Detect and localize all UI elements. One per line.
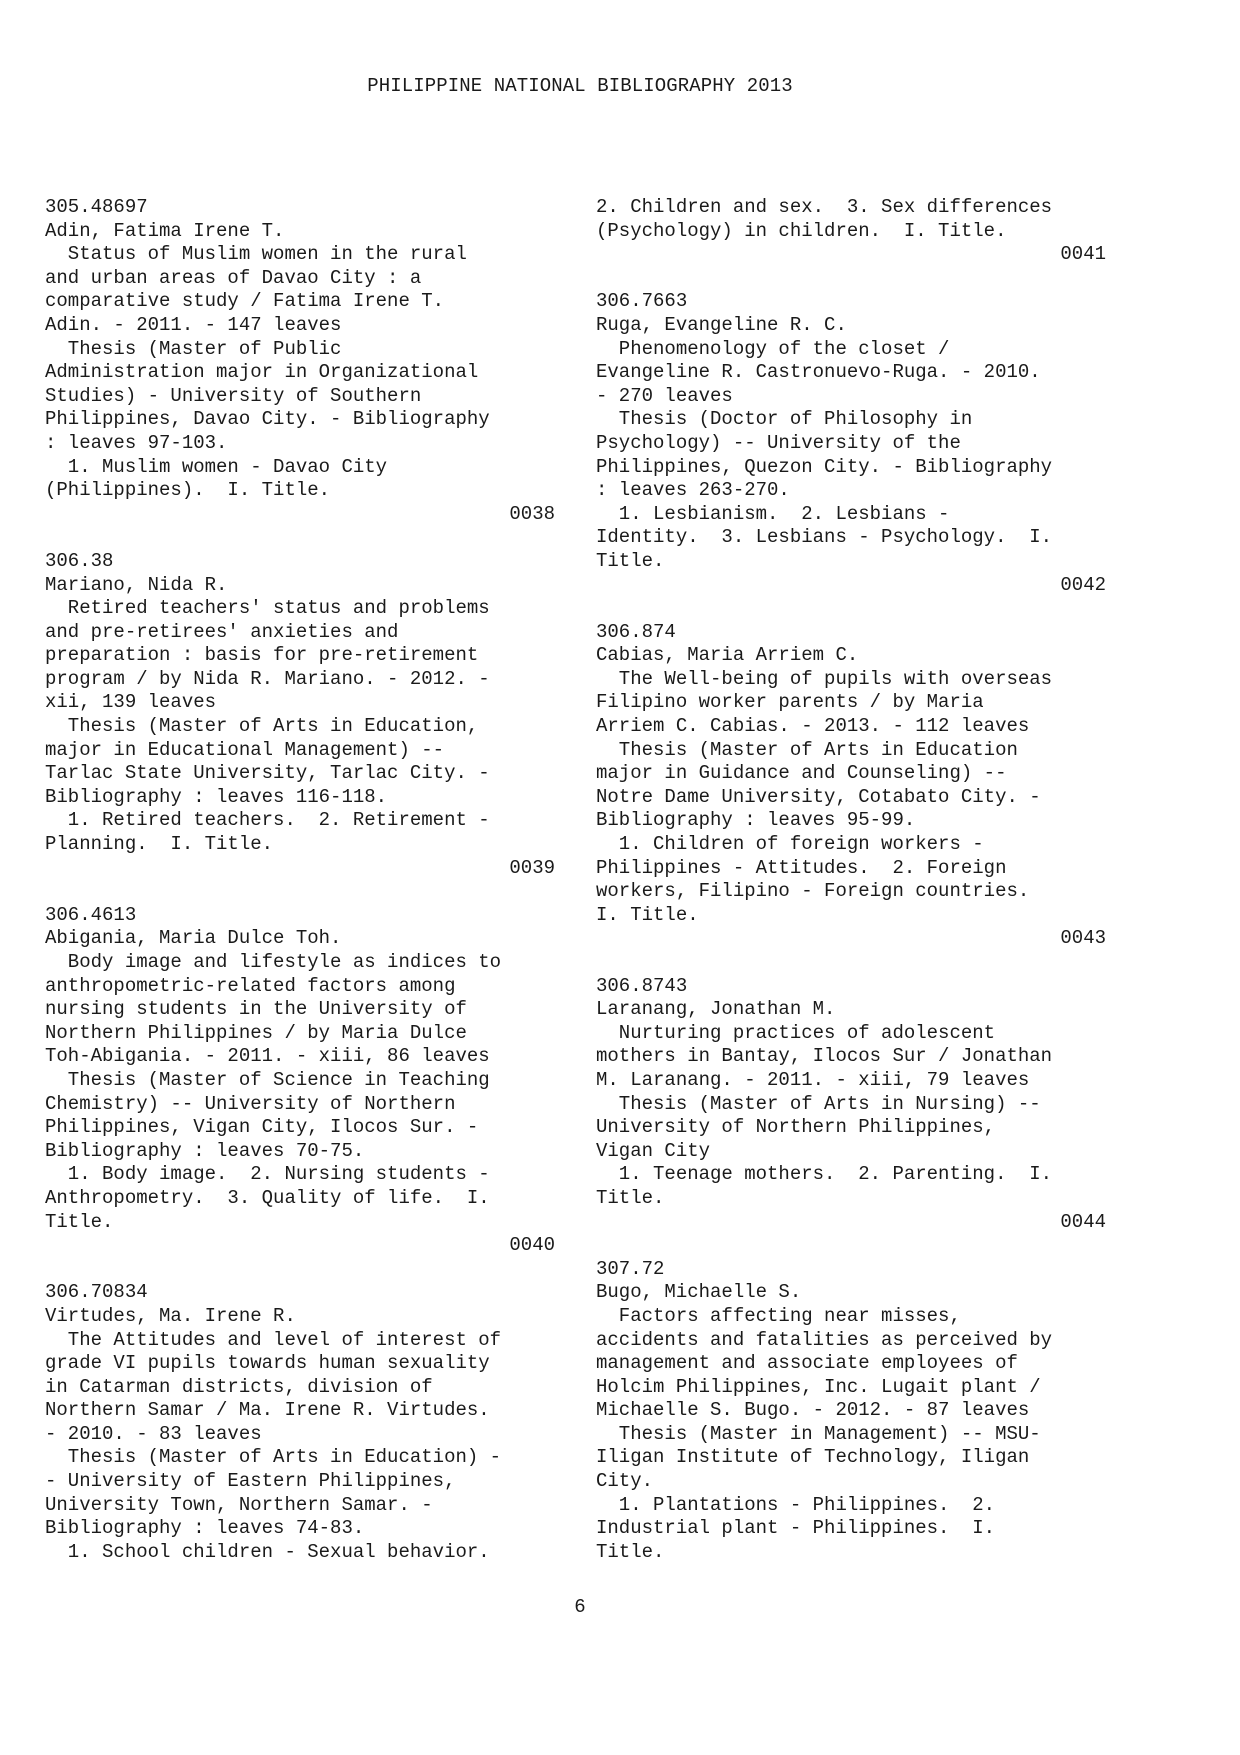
- entry-line: Thesis (Doctor of Philosophy in: [596, 408, 973, 431]
- entry-line: - University of Eastern Philippines,: [45, 1470, 456, 1493]
- entry-line: mothers in Bantay, Ilocos Sur / Jonathan: [596, 1045, 1053, 1068]
- entry-spacer: [596, 597, 1106, 621]
- entry-line: M. Laranang. - 2011. - xiii, 79 leaves: [596, 1068, 1030, 1091]
- call-number: 306.70834: [45, 1281, 148, 1304]
- entry-line: Vigan City: [596, 1139, 711, 1162]
- entry-line: 1. Teenage mothers. 2. Parenting. I.: [596, 1163, 1053, 1186]
- entry-number: 0040: [509, 1234, 555, 1257]
- entry-line: Thesis (Master of Arts in Education,: [45, 715, 479, 738]
- entry-line: nursing students in the University of: [45, 998, 467, 1021]
- entry-line: Body image and lifestyle as indices to: [45, 951, 502, 973]
- entry-line: Philippines, Vigan City, Ilocos Sur. -: [45, 1116, 479, 1139]
- entry-line: Industrial plant - Philippines. I.: [596, 1517, 996, 1540]
- entry-spacer: [45, 526, 555, 550]
- bibliography-entry: [596, 196, 1106, 267]
- entry-line: Mariano, Nida R.: [45, 573, 228, 596]
- entry-line: Notre Dame University, Cotabato City. -: [596, 785, 1041, 808]
- entry-line: Thesis (Master in Management) -- MSU-: [596, 1422, 1041, 1445]
- entry-line: Title.: [596, 1540, 665, 1563]
- entry-line: I. Title.: [596, 903, 699, 926]
- bibliography-entry: [596, 975, 1106, 1235]
- call-number: 2. Children and sex. 3. Sex differences: [596, 196, 1053, 218]
- entry-spacer: [596, 1234, 1106, 1258]
- entry-line: Iligan Institute of Technology, Iligan: [596, 1446, 1030, 1469]
- call-number: 307.72: [596, 1257, 665, 1280]
- entry-line: City.: [596, 1470, 654, 1493]
- entry-line: Psychology) -- University of the: [596, 431, 961, 454]
- entry-line: 1. Lesbianism. 2. Lesbians -: [596, 502, 950, 525]
- entry-line: Planning. I. Title.: [45, 833, 274, 856]
- entry-line: Chemistry) -- University of Northern: [45, 1092, 456, 1115]
- entry-line: Title.: [596, 549, 665, 572]
- entry-line: Identity. 3. Lesbians - Psychology. I.: [596, 526, 1053, 549]
- entry-line: Title.: [45, 1210, 114, 1233]
- entry-spacer: [596, 951, 1106, 975]
- entry-line: Bibliography : leaves 74-83.: [45, 1517, 365, 1540]
- entry-number: 0039: [509, 856, 555, 879]
- entry-line: Thesis (Master of Science in Teaching: [45, 1068, 490, 1091]
- entry-line: and urban areas of Davao City : a: [45, 266, 422, 289]
- entry-line: (Philippines). I. Title.: [45, 479, 331, 502]
- entry-line: Adin, Fatima Irene T.: [45, 219, 285, 242]
- call-number: 306.38: [45, 549, 114, 572]
- entry-line: Factors affecting near misses,: [596, 1304, 961, 1327]
- entry-line: Bugo, Michaelle S.: [596, 1281, 802, 1304]
- entry-line: Retired teachers' status and problems: [45, 597, 490, 620]
- entry-line: 1. Muslim women - Davao City: [45, 455, 388, 478]
- entry-line: and pre-retirees' anxieties and: [45, 620, 399, 643]
- entry-line: Michaelle S. Bugo. - 2012. - 87 leaves: [596, 1399, 1030, 1422]
- bibliography-entry: [45, 1281, 555, 1564]
- entry-line: Virtudes, Ma. Irene R.: [45, 1304, 296, 1327]
- entry-line: Status of Muslim women in the rural: [45, 243, 467, 266]
- entry-line: Northern Philippines / by Maria Dulce: [45, 1021, 467, 1044]
- entry-line: 1. Body image. 2. Nursing students -: [45, 1163, 490, 1186]
- call-number: 306.8743: [596, 974, 688, 997]
- entry-line: The Attitudes and level of interest of: [45, 1328, 502, 1351]
- left-column: [45, 196, 555, 1564]
- entry-line: management and associate employees of: [596, 1352, 1018, 1375]
- entry-number: 0043: [1060, 927, 1106, 950]
- entry-line: program / by Nida R. Mariano. - 2012. -: [45, 667, 490, 690]
- page-number: 6: [574, 1596, 586, 1618]
- entry-line: - 2010. - 83 leaves: [45, 1422, 262, 1445]
- entry-line: 1. Children of foreign workers -: [596, 833, 984, 856]
- entry-line: Toh-Abigania. - 2011. - xiii, 86 leaves: [45, 1045, 490, 1068]
- entry-line: Tarlac State University, Tarlac City. -: [45, 762, 490, 785]
- entry-line: Studies) - University of Southern: [45, 384, 422, 407]
- entry-line: The Well-being of pupils with overseas: [596, 667, 1053, 690]
- call-number: 306.4613: [45, 903, 137, 926]
- entry-line: : leaves 97-103.: [45, 431, 228, 454]
- entry-line: (Psychology) in children. I. Title.: [596, 219, 1007, 242]
- entry-line: Bibliography : leaves 95-99.: [596, 809, 916, 832]
- entry-line: Evangeline R. Castronuevo-Ruga. - 2010.: [596, 361, 1041, 384]
- entry-line: anthropometric-related factors among: [45, 974, 456, 997]
- entry-line: comparative study / Fatima Irene T.: [45, 290, 445, 313]
- entry-line: Filipino worker parents / by Maria: [596, 691, 984, 714]
- entry-line: in Catarman districts, division of: [45, 1375, 433, 1398]
- entry-spacer: [45, 1258, 555, 1282]
- entry-line: accidents and fatalities as perceived by: [596, 1328, 1053, 1351]
- entry-line: Thesis (Master of Arts in Education: [596, 738, 1018, 761]
- entry-line: grade VI pupils towards human sexuality: [45, 1352, 490, 1375]
- entry-number: 0044: [1060, 1210, 1106, 1233]
- entry-line: Thesis (Master of Arts in Nursing) --: [596, 1092, 1041, 1115]
- bibliography-entry: [45, 550, 555, 880]
- entry-line: Thesis (Master of Public: [45, 337, 342, 360]
- call-number: 306.7663: [596, 290, 688, 313]
- entry-line: Adin. - 2011. - 147 leaves: [45, 313, 342, 336]
- entry-line: xii, 139 leaves: [45, 691, 217, 714]
- entry-line: Cabias, Maria Arriem C.: [596, 644, 859, 667]
- entry-line: Philippines, Davao City. - Bibliography: [45, 408, 490, 431]
- entry-number: 0038: [509, 502, 555, 525]
- call-number: 306.874: [596, 620, 676, 643]
- entry-line: University Town, Northern Samar. -: [45, 1493, 433, 1516]
- call-number: 305.48697: [45, 196, 148, 218]
- entry-line: Philippines, Quezon City. - Bibliography: [596, 455, 1053, 478]
- entry-line: Northern Samar / Ma. Irene R. Virtudes.: [45, 1399, 490, 1422]
- entry-line: Philippines - Attitudes. 2. Foreign: [596, 856, 1007, 879]
- entry-line: workers, Filipino - Foreign countries.: [596, 880, 1030, 903]
- entry-line: Thesis (Master of Arts in Education) -: [45, 1446, 502, 1469]
- right-column: [596, 196, 1106, 1564]
- bibliography-entry: [596, 1258, 1106, 1565]
- entry-line: 1. School children - Sexual behavior.: [45, 1540, 490, 1563]
- entry-line: - 270 leaves: [596, 384, 733, 407]
- entry-line: Ruga, Evangeline R. C.: [596, 313, 847, 336]
- entry-line: Nurturing practices of adolescent: [596, 1021, 996, 1044]
- bibliography-entry: [45, 904, 555, 1258]
- entry-line: Administration major in Organizational: [45, 361, 479, 384]
- entry-line: Laranang, Jonathan M.: [596, 998, 836, 1021]
- entry-line: Title.: [596, 1186, 665, 1209]
- entry-line: Anthropometry. 3. Quality of life. I.: [45, 1186, 490, 1209]
- bibliography-entry: [45, 196, 555, 526]
- bibliography-entry: [596, 621, 1106, 951]
- entry-spacer: [596, 267, 1106, 291]
- entry-line: 1. Plantations - Philippines. 2.: [596, 1493, 996, 1516]
- entry-line: : leaves 263-270.: [596, 479, 790, 502]
- entry-line: 1. Retired teachers. 2. Retirement -: [45, 809, 490, 832]
- entry-line: Abigania, Maria Dulce Toh.: [45, 927, 342, 950]
- page-header: PHILIPPINE NATIONAL BIBLIOGRAPHY 2013: [367, 75, 793, 97]
- entry-line: major in Educational Management) --: [45, 738, 445, 761]
- entry-line: Bibliography : leaves 70-75.: [45, 1139, 365, 1162]
- entry-line: Phenomenology of the closet /: [596, 337, 950, 360]
- entry-line: Bibliography : leaves 116-118.: [45, 785, 388, 808]
- bibliography-entry: [596, 290, 1106, 597]
- entry-number: 0042: [1060, 573, 1106, 596]
- entry-line: Holcim Philippines, Inc. Lugait plant /: [596, 1375, 1041, 1398]
- entry-spacer: [45, 880, 555, 904]
- entry-line: Arriem C. Cabias. - 2013. - 112 leaves: [596, 715, 1030, 738]
- entry-line: University of Northern Philippines,: [596, 1116, 996, 1139]
- entry-line: preparation : basis for pre-retirement: [45, 644, 479, 667]
- entry-number: 0041: [1060, 243, 1106, 266]
- entry-line: major in Guidance and Counseling) --: [596, 762, 1007, 785]
